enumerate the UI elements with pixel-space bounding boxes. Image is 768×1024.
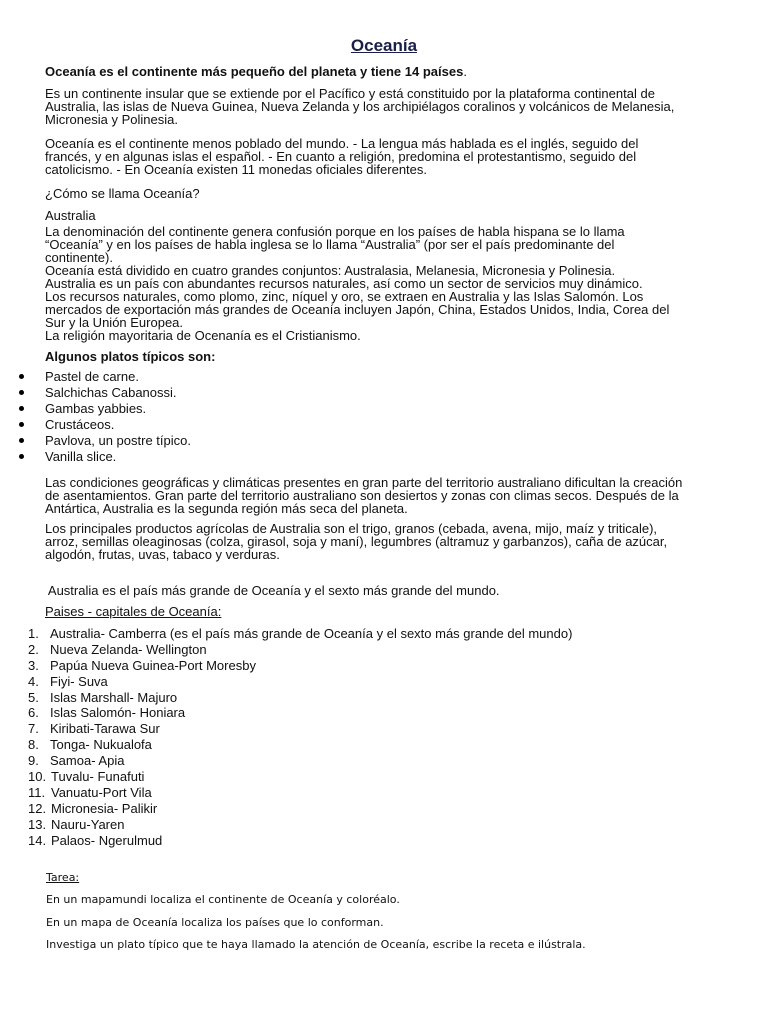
list-item bbox=[0, 418, 768, 434]
dishes-heading: Algunos platos típicos son: bbox=[45, 349, 216, 364]
list-item-text: Palaos- Ngerulmud bbox=[51, 832, 163, 848]
list-item bbox=[0, 643, 768, 659]
task-item: Investiga un plato típico que te haya llamado la atención de Oceanía, escribe la receta e ilústrala. bbox=[46, 938, 586, 951]
list-number: 5. bbox=[28, 689, 39, 705]
list-item bbox=[0, 386, 768, 402]
bullet-icon bbox=[19, 374, 24, 379]
bullet-icon bbox=[19, 390, 24, 395]
list-item-text: Micronesia- Palikir bbox=[51, 800, 158, 816]
paragraph-size: Australia es el país más grande de Oceanía y el sexto más grande del mundo. bbox=[45, 583, 500, 598]
answer-text: Australia bbox=[45, 208, 96, 223]
list-item bbox=[0, 450, 768, 466]
paragraph-naming-line: Los recursos naturales, como plomo, zinc, níquel y oro, se extraen en Australia y las Islas Salomón. Los bbox=[45, 289, 644, 304]
list-item bbox=[0, 738, 768, 754]
list-item-text: Gambas yabbies. bbox=[45, 401, 147, 416]
paragraph-naming-line: Sur y la Unión Europea. bbox=[45, 315, 184, 330]
list-item-text: Pastel de carne. bbox=[45, 369, 139, 384]
list-item-text: Australia- Camberra (es el país más grande de Oceanía y el sexto más grande del mundo) bbox=[50, 626, 573, 641]
paragraph-intro bbox=[45, 87, 735, 126]
list-item-text: Samoa- Apia bbox=[50, 753, 125, 769]
lead-text: Oceanía es el continente más pequeño del planeta y tiene 14 países bbox=[45, 64, 464, 79]
list-item bbox=[0, 402, 768, 418]
list-item-text: Nauru-Yaren bbox=[51, 816, 125, 832]
list-item bbox=[0, 802, 768, 818]
paragraph-geography-line: de asentamientos. Gran parte del territorio australiano son desiertos y zonas con climas secos. Después de la bbox=[45, 488, 679, 503]
page-title: Oceanía bbox=[350, 36, 418, 55]
list-item-text: Islas Marshall- Majuro bbox=[50, 689, 178, 705]
list-item-text: Kiribati-Tarawa Sur bbox=[50, 721, 160, 737]
list-number: 6. bbox=[28, 705, 39, 721]
paragraph-agriculture-line: algodón, frutas, uvas, tabaco y verduras. bbox=[45, 547, 280, 562]
lead-sentence bbox=[45, 65, 735, 78]
task-item: En un mapamundi localiza el continente de Oceanía y coloréalo. bbox=[46, 893, 400, 906]
paragraph-geography bbox=[45, 476, 735, 515]
paragraph-naming-line: Oceanía está dividido en cuatro grandes conjuntos: Australasia, Melanesia, Micronesia y Polinesia. bbox=[45, 263, 616, 278]
list-item bbox=[0, 627, 768, 643]
list-item bbox=[0, 722, 768, 738]
list-number: 12. bbox=[28, 800, 47, 816]
paragraph-naming-line: Australia es un país con abundantes recursos naturales, así como un sector de servicios muy dinámico. bbox=[45, 276, 643, 291]
paragraph-intro-line: Es un continente insular que se extiende por el Pacífico y está constituido por la plataforma continental de bbox=[45, 86, 655, 101]
list-item bbox=[0, 691, 768, 707]
list-item bbox=[0, 706, 768, 722]
paragraph-population bbox=[45, 137, 735, 176]
list-item-text: Tuvalu- Funafuti bbox=[51, 769, 145, 785]
list-item bbox=[0, 370, 768, 386]
list-number: 8. bbox=[28, 737, 39, 753]
paragraph-naming-line: “Oceanía” y en los países de habla inglesa se lo llama “Australia” (por ser el país predominante del bbox=[45, 237, 615, 252]
list-number: 9. bbox=[28, 753, 39, 769]
task-item: En un mapa de Oceanía localiza los países que lo conforman. bbox=[46, 916, 384, 929]
paragraph-geography-line: Antártica, Australia es la segunda región más seca del planeta. bbox=[45, 501, 408, 516]
paragraph-naming-line: continente). bbox=[45, 250, 113, 265]
list-item bbox=[0, 675, 768, 691]
list-number: 1. bbox=[28, 626, 39, 641]
capitals-heading: Paises - capitales de Oceanía: bbox=[45, 604, 222, 619]
list-item-text: Islas Salomón- Honiara bbox=[50, 705, 186, 721]
list-number: 7. bbox=[28, 721, 39, 737]
paragraph-agriculture-line: Los principales productos agrícolas de Australia son el trigo, granos (cebada, avena, mijo, maíz y triticale), bbox=[45, 521, 658, 536]
list-item-text: Vanilla slice. bbox=[45, 449, 117, 464]
bullet-icon bbox=[19, 422, 24, 427]
list-item bbox=[0, 659, 768, 675]
list-number: 2. bbox=[28, 641, 39, 657]
paragraph-naming-line: La denominación del continente genera confusión porque en los países de habla hispana se lo llama bbox=[45, 224, 625, 239]
list-item bbox=[0, 818, 768, 834]
list-number: 14. bbox=[28, 832, 47, 848]
list-item bbox=[0, 786, 768, 802]
bullet-icon bbox=[19, 454, 24, 459]
list-number: 13. bbox=[28, 816, 47, 832]
capitals-list bbox=[0, 627, 768, 849]
paragraph-naming-line: mercados de exportación más grandes de Oceanía incluyen Japón, China, Estados Unidos, India, Corea del bbox=[45, 302, 670, 317]
list-item-text: Fiyi- Suva bbox=[50, 673, 108, 689]
paragraph-population-line: Oceanía es el continente menos poblado del mundo. - La lengua más hablada es el inglés, seguido del bbox=[45, 136, 639, 151]
paragraph-population-line: francés, y en algunas islas el español. - En cuanto a religión, predomina el protestantismo, seguido del bbox=[45, 149, 637, 164]
paragraph-intro-line: Australia, las islas de Nueva Guinea, Nueva Zelanda y los archipiélagos coralinos y volcánicos de Melanesia, bbox=[45, 99, 675, 114]
list-item bbox=[0, 754, 768, 770]
paragraph-intro-line: Micronesia y Polinesia. bbox=[45, 112, 178, 127]
list-item-text: Nueva Zelanda- Wellington bbox=[50, 641, 207, 657]
bullet-icon bbox=[19, 406, 24, 411]
list-item bbox=[0, 834, 768, 850]
list-item bbox=[0, 434, 768, 450]
list-item-text: Salchichas Cabanossi. bbox=[45, 385, 177, 400]
paragraph-naming-line: La religión mayoritaria de Ocenanía es el Cristianismo. bbox=[45, 328, 361, 343]
task-heading: Tarea: bbox=[46, 871, 80, 884]
list-number: 11. bbox=[28, 784, 46, 800]
list-number: 10. bbox=[28, 769, 47, 785]
paragraph-geography-line: Las condiciones geográficas y climáticas presentes en gran parte del territorio australiano dificultan la creación bbox=[45, 475, 683, 490]
lead-period: . bbox=[463, 64, 467, 79]
list-item-text: Tonga- Nukualofa bbox=[50, 737, 152, 753]
list-item-text: Vanuatu-Port Vila bbox=[51, 784, 152, 800]
paragraph-agriculture bbox=[45, 522, 735, 561]
bullet-icon bbox=[19, 438, 24, 443]
list-item-text: Papúa Nueva Guinea-Port Moresby bbox=[50, 657, 256, 673]
dishes-list bbox=[0, 370, 768, 466]
paragraph-naming bbox=[45, 225, 735, 342]
list-number: 4. bbox=[28, 673, 39, 689]
paragraph-agriculture-line: arroz, semillas oleaginosas (colza, girasol, soja y maní), legumbres (altramuz y garbanzos), caña de azúcar, bbox=[45, 534, 668, 549]
list-item-text: Crustáceos. bbox=[45, 417, 115, 432]
paragraph-population-line: catolicismo. - En Oceanía existen 11 monedas oficiales diferentes. bbox=[45, 162, 428, 177]
list-item bbox=[0, 770, 768, 786]
list-item-text: Pavlova, un postre típico. bbox=[45, 433, 191, 448]
list-number: 3. bbox=[28, 657, 39, 673]
question-text: ¿Cómo se llama Oceanía? bbox=[45, 186, 200, 201]
